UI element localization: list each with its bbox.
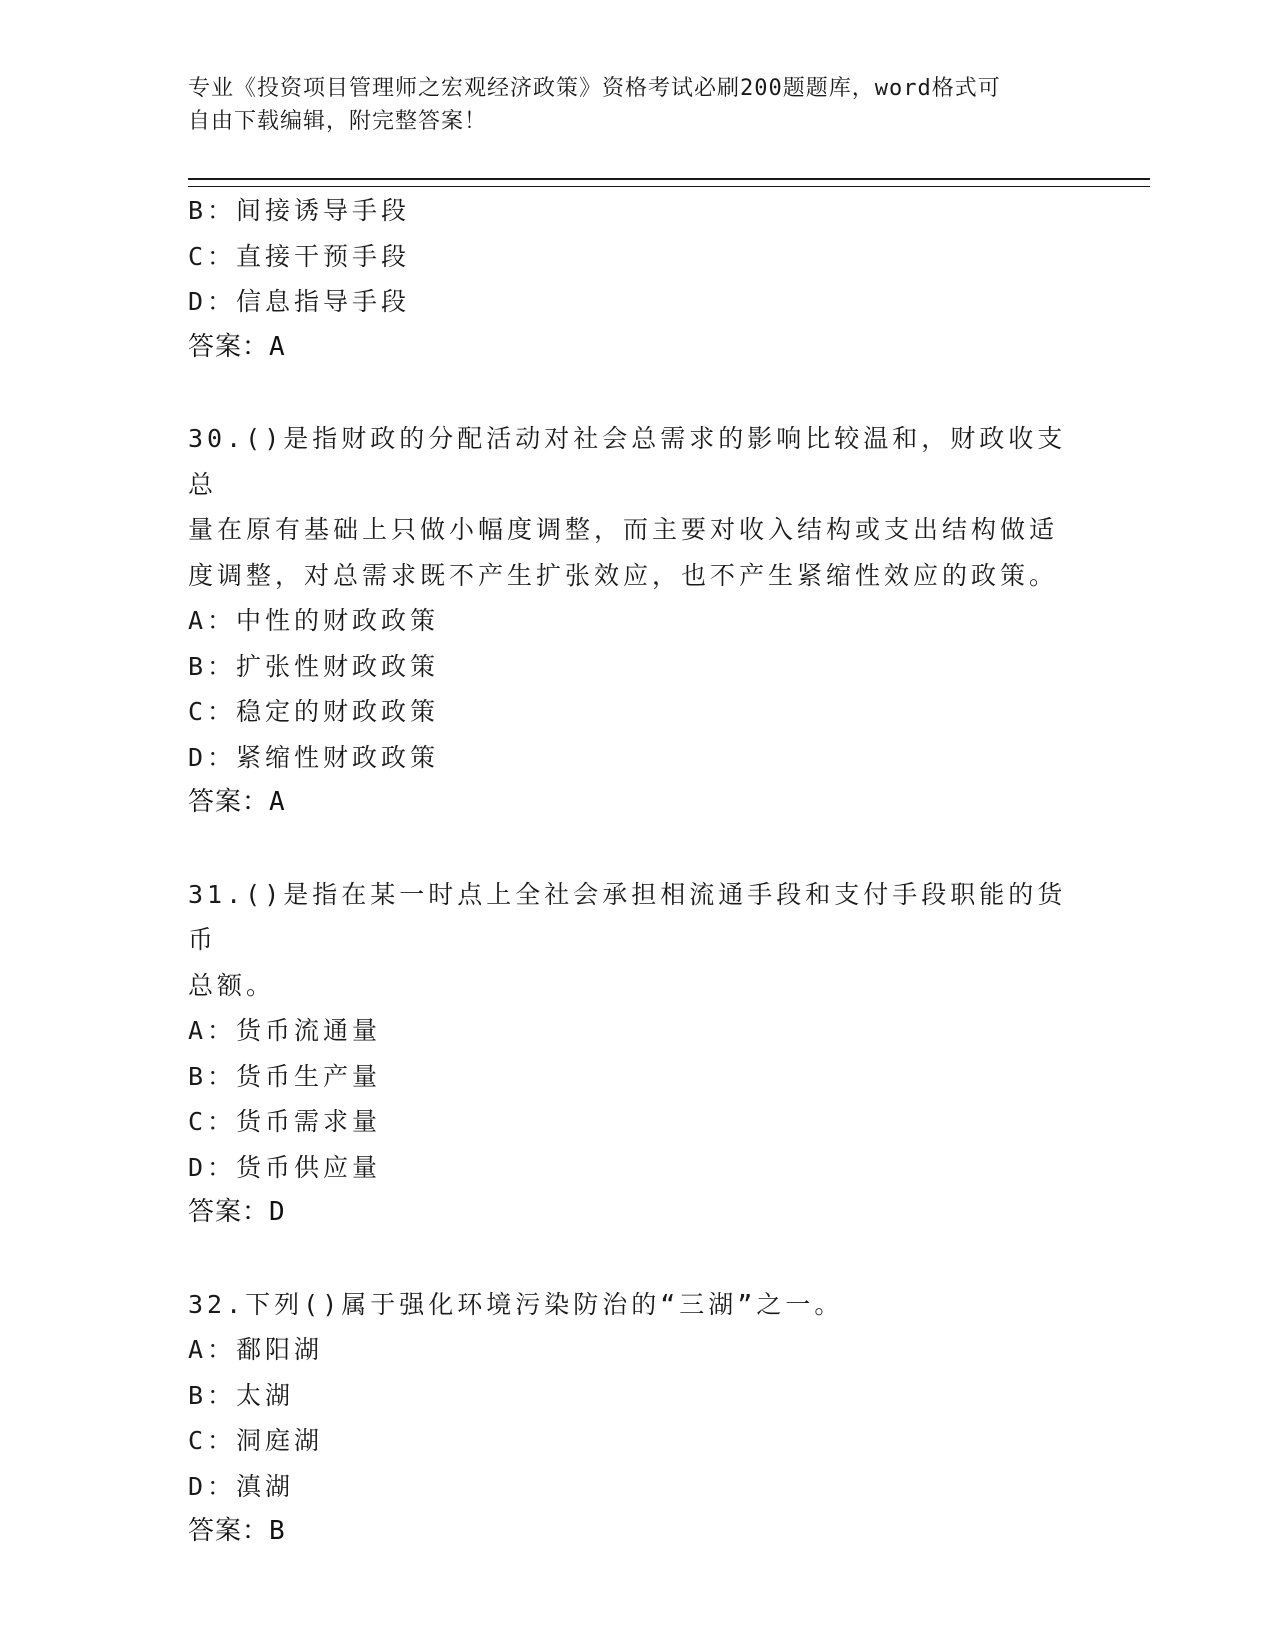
question-stem: 32.下列()属于强化环境污染防治的“三湖”之一。: [188, 1289, 844, 1319]
option-c: C：稳定的财政政策: [188, 697, 440, 726]
option-d: D：信息指导手段: [188, 287, 411, 316]
option-d: D：滇湖: [188, 1471, 295, 1501]
question-30: [188, 416, 1088, 826]
answer-line: 答案：D: [188, 1197, 286, 1227]
option-a: A：鄱阳湖: [188, 1335, 324, 1364]
question-list: [188, 188, 1088, 1555]
option-b: B：扩张性财政政策: [188, 651, 440, 681]
header-divider: [188, 178, 1150, 187]
option-b: B：间接诱导手段: [188, 196, 411, 225]
spacer: [188, 1236, 1088, 1282]
question-stem: 度调整，对总需求既不产生扩张效应，也不产生紧缩性效应的政策。: [188, 560, 1059, 590]
question-stem: 量在原有基础上只做小幅度调整，而主要对收入结构或支出结构做适: [188, 515, 1059, 544]
question-stem: 30.()是指财政的分配活动对社会总需求的影响比较温和，财政收支总: [188, 424, 1067, 499]
spacer: [188, 370, 1088, 416]
document-header: [188, 72, 1088, 138]
spacer: [188, 826, 1088, 872]
option-a: A：货币流通量: [188, 1016, 382, 1045]
question-32: [188, 1282, 1088, 1555]
header-title-line-1: 专业《投资项目管理师之宏观经济政策》资格考试必刷200题题库，word格式可: [188, 76, 1001, 101]
option-c: C：洞庭湖: [188, 1426, 324, 1455]
question-fragment: [188, 188, 1088, 370]
option-b: B：货币生产量: [188, 1061, 382, 1091]
option-a: A：中性的财政政策: [188, 606, 440, 635]
option-c: C：货币需求量: [188, 1107, 382, 1136]
question-stem: 31.()是指在某一时点上全社会承担相流通手段和支付手段职能的货币: [188, 879, 1067, 954]
option-d: D：货币供应量: [188, 1152, 382, 1182]
header-title-line-2: 自由下载编辑，附完整答案！: [188, 109, 488, 134]
answer-line: 答案：B: [188, 1516, 286, 1546]
answer-line: 答案：A: [188, 787, 286, 817]
answer-line: 答案：A: [188, 331, 286, 362]
option-d: D：紧缩性财政政策: [188, 742, 440, 772]
option-b: B：太湖: [188, 1380, 295, 1410]
question-stem: 总额。: [188, 970, 276, 1000]
option-c: C：直接干预手段: [188, 241, 411, 271]
question-31: [188, 872, 1088, 1236]
